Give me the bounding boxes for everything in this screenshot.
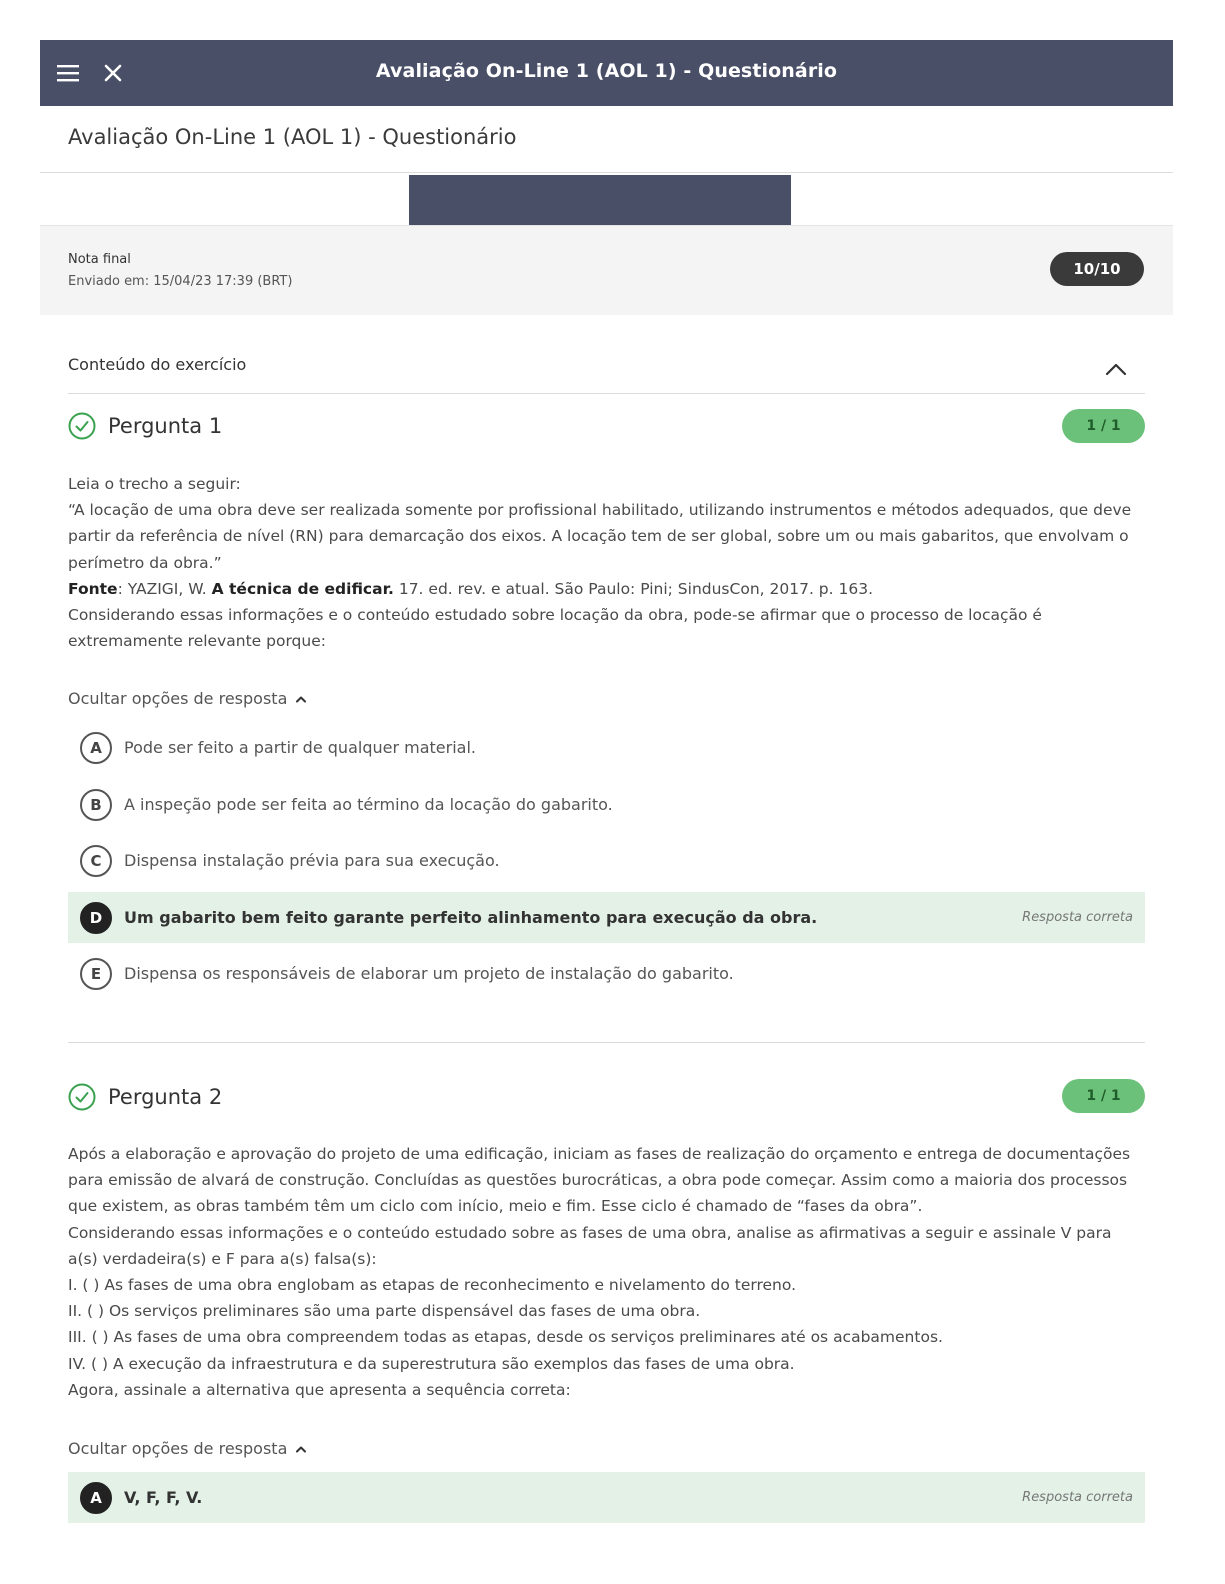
question-header xyxy=(68,409,222,443)
active-tab-indicator xyxy=(409,175,791,225)
question-prompt: Agora, assinale a alternativa que apresenta a sequência correta: xyxy=(68,1380,571,1399)
option-text: Dispensa os responsáveis de elaborar um projeto de instalação do gabarito. xyxy=(124,964,734,983)
question-header xyxy=(68,1080,222,1114)
source-title: A técnica de edificar. xyxy=(211,579,394,598)
answer-option[interactable] xyxy=(68,722,1145,773)
check-circle-icon xyxy=(68,1083,96,1111)
toggle-label: Ocultar opções de resposta xyxy=(68,1439,288,1458)
option-text: Dispensa instalação prévia para sua execução. xyxy=(124,851,500,870)
statement-item: III. ( ) As fases de uma obra compreendem todas as etapas, desde os serviços preliminares até os acabamentos. xyxy=(68,1328,943,1347)
option-letter: E xyxy=(80,958,112,990)
question-paragraph: Considerando essas informações e o conteúdo estudado sobre as fases de uma obra, analise as afirmativas a seguir e assinale V para a(s) verdadeira(s) e F para a(s) falsa(s): xyxy=(68,1223,1112,1268)
statement-item: II. ( ) Os serviços preliminares são uma parte dispensável das fases de uma obra. xyxy=(68,1302,701,1321)
source-label: Fonte xyxy=(68,579,118,598)
hide-options-toggle[interactable] xyxy=(68,1439,307,1458)
answer-option[interactable] xyxy=(68,779,1145,830)
divider xyxy=(40,172,1173,173)
option-letter: A xyxy=(80,1482,112,1514)
question-text xyxy=(68,471,1145,654)
check-circle-icon xyxy=(68,412,96,440)
submission-date: Enviado em: 15/04/23 17:39 (BRT) xyxy=(68,274,293,289)
option-letter: A xyxy=(80,732,112,764)
question-title: Pergunta 1 xyxy=(108,414,223,438)
statement-item: I. ( ) As fases de uma obra englobam as etapas de reconhecimento e nivelamento do terreno. xyxy=(68,1276,797,1295)
statement-item: IV. ( ) A execução da infraestrutura e da superestrutura são exemplos das fases de uma obra. xyxy=(68,1354,795,1373)
question-paragraph: Após a elaboração e aprovação do projeto de uma edificação, iniciam as fases de realização do orçamento e entrega de documentações para emissão de alvará de construção. Concluídas as questões burocráticas, a obra pode começar. Assim como a maioria dos processos que existem, as obras também têm um ciclo com início, meio e fim. Esse ciclo é chamado de “fases da obra”. xyxy=(68,1145,1131,1216)
question-source xyxy=(68,576,1145,602)
correct-answer-label: Resposta correta xyxy=(1022,910,1133,925)
question-score-badge: 1 / 1 xyxy=(1062,1079,1145,1113)
option-letter: C xyxy=(80,845,112,877)
answer-option[interactable] xyxy=(68,948,1145,999)
question-text xyxy=(68,1141,1145,1403)
option-letter: B xyxy=(80,789,112,821)
option-text: Pode ser feito a partir de qualquer material. xyxy=(124,738,476,757)
toggle-label: Ocultar opções de resposta xyxy=(68,689,288,708)
divider xyxy=(68,1042,1145,1043)
question-quote: “A locação de uma obra deve ser realizada somente por profissional habilitado, utilizando instrumentos e métodos adequados, que deve partir da referência de nível (RN) para demarcação dos eixos. A locação tem de ser global, sobre um ou mais gabaritos, que envolvam o perímetro da obra.” xyxy=(68,501,1132,572)
topbar-title: Avaliação On-Line 1 (AOL 1) - Questionário xyxy=(375,60,838,82)
answer-option[interactable] xyxy=(68,835,1145,886)
answer-option-correct[interactable] xyxy=(68,1472,1145,1523)
grade-panel xyxy=(40,225,1173,315)
section-title: Conteúdo do exercício xyxy=(68,355,247,374)
top-bar xyxy=(40,40,1173,106)
question-prompt: Considerando essas informações e o conteúdo estudado sobre locação da obra, pode-se afirmar que o processo de locação é extremamente relevante porque: xyxy=(68,606,1042,651)
source-details: 17. ed. rev. e atual. São Paulo: Pini; SindusCon, 2017. p. 163. xyxy=(393,579,873,598)
question-title: Pergunta 2 xyxy=(108,1085,223,1109)
option-text: Um gabarito bem feito garante perfeito alinhamento para execução da obra. xyxy=(124,908,818,927)
correct-answer-label: Resposta correta xyxy=(1022,1490,1133,1505)
option-text: V, F, F, V. xyxy=(124,1488,203,1507)
chevron-up-icon[interactable] xyxy=(1104,360,1128,378)
option-letter: D xyxy=(80,902,112,934)
hide-options-toggle[interactable] xyxy=(68,689,307,708)
grade-label: Nota final xyxy=(68,252,131,267)
chevron-up-icon xyxy=(295,1445,307,1453)
divider xyxy=(68,393,1145,394)
chevron-up-icon xyxy=(295,695,307,703)
question-score-badge: 1 / 1 xyxy=(1062,409,1145,443)
page-title: Avaliação On-Line 1 (AOL 1) - Questionário xyxy=(68,125,517,149)
final-score-badge: 10/10 xyxy=(1050,252,1144,286)
answer-option-correct[interactable] xyxy=(68,892,1145,943)
question-intro: Leia o trecho a seguir: xyxy=(68,475,241,493)
source-author: : YAZIGI, W. xyxy=(117,579,212,598)
option-text: A inspeção pode ser feita ao término da locação do gabarito. xyxy=(124,795,613,814)
